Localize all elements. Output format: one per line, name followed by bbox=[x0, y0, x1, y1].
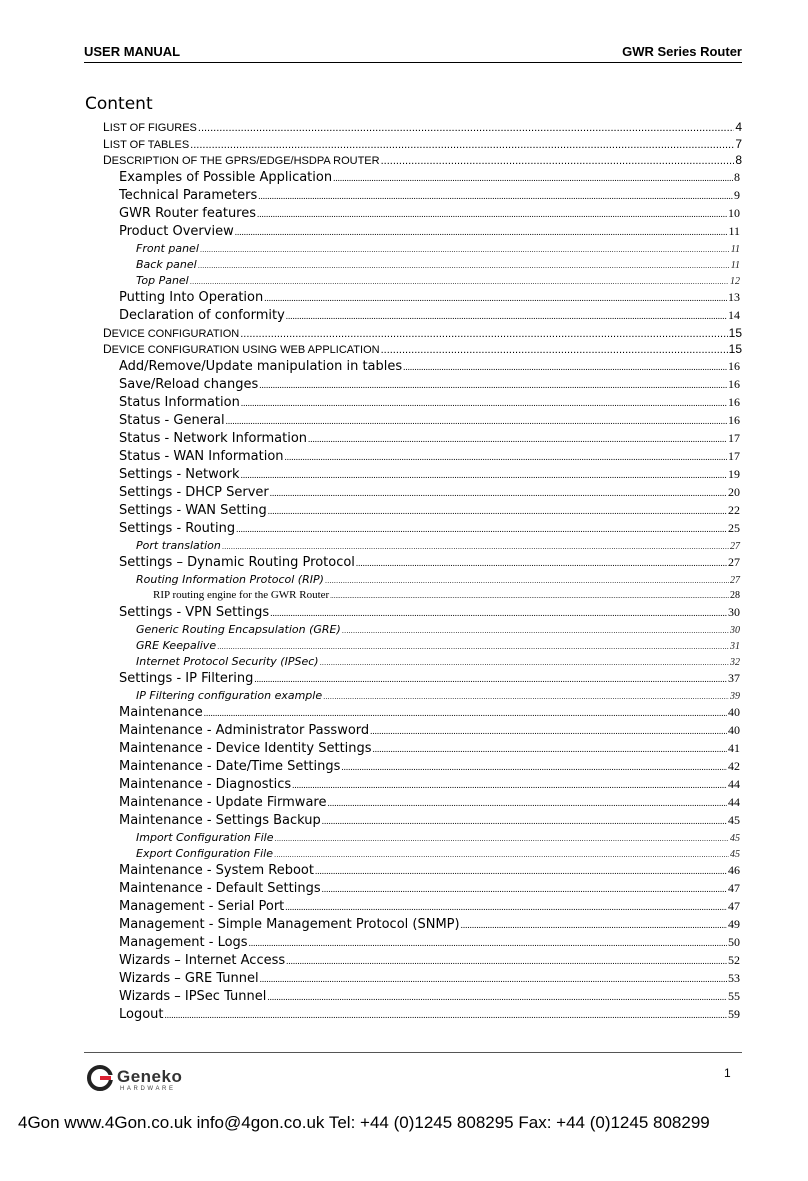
toc-dot-leader bbox=[285, 452, 727, 462]
toc-entry[interactable] bbox=[119, 971, 740, 986]
toc-entry[interactable] bbox=[119, 485, 740, 500]
toc-entry[interactable] bbox=[119, 863, 740, 878]
toc-entry[interactable] bbox=[119, 671, 740, 686]
toc-dot-leader bbox=[381, 344, 728, 356]
toc-entry-title: DEVICE CONFIGURATION bbox=[103, 325, 240, 340]
toc-dot-leader bbox=[270, 488, 727, 498]
toc-entry[interactable] bbox=[119, 723, 740, 738]
toc-dot-leader bbox=[341, 762, 727, 772]
toc-entry-page: 40 bbox=[728, 722, 740, 737]
toc-entry-title: Port translation bbox=[136, 538, 221, 552]
toc-entry-title: Back panel bbox=[136, 257, 197, 271]
toc-entry-page: 17 bbox=[728, 448, 740, 463]
toc-entry[interactable] bbox=[119, 705, 740, 720]
toc-entry-title: Save/Reload changes bbox=[119, 376, 259, 392]
toc-entry[interactable] bbox=[119, 555, 740, 570]
toc-dot-leader bbox=[274, 835, 729, 843]
toc-entry-title: Status - General bbox=[119, 412, 225, 428]
toc-entry[interactable] bbox=[136, 847, 740, 860]
toc-entry-page: 16 bbox=[728, 376, 740, 391]
toc-entry-title: Declaration of conformity bbox=[119, 307, 285, 323]
toc-entry-title: LIST OF FIGURES bbox=[103, 120, 197, 134]
toc-dot-leader bbox=[315, 866, 727, 876]
toc-entry-page: 59 bbox=[728, 1006, 740, 1021]
toc-entry-page: 44 bbox=[728, 776, 740, 791]
toc-entry[interactable] bbox=[119, 795, 740, 810]
toc-entry[interactable] bbox=[119, 224, 740, 239]
toc-entry-title: Maintenance - Settings Backup bbox=[119, 812, 321, 828]
toc-entry-page: 11 bbox=[730, 243, 740, 255]
toc-dot-leader bbox=[323, 693, 729, 701]
toc-dot-leader bbox=[235, 227, 728, 237]
toc-entry-page: 8 bbox=[735, 153, 742, 167]
geneko-logo-icon bbox=[86, 1064, 116, 1094]
toc-entry[interactable] bbox=[119, 503, 740, 518]
toc-entry-page: 22 bbox=[728, 502, 740, 517]
toc-entry-page: 46 bbox=[728, 862, 740, 877]
toc-entry-title: GWR Router features bbox=[119, 205, 257, 221]
contact-line: 4Gon www.4Gon.co.uk info@4gon.co.uk Tel: +44 (0)1245 808295 Fax: +44 (0)1245 808299 bbox=[18, 1113, 710, 1132]
toc-dot-leader bbox=[461, 920, 727, 930]
toc-entry-title: Settings – Dynamic Routing Protocol bbox=[119, 554, 355, 570]
toc-entry-page: 25 bbox=[728, 520, 740, 535]
toc-entry-title: Maintenance - Device Identity Settings bbox=[119, 740, 372, 756]
header-right-text: GWR Series Router bbox=[622, 44, 742, 59]
toc-entry-page: 19 bbox=[728, 466, 740, 481]
toc-dot-leader bbox=[236, 524, 727, 534]
toc-entry-page: 11 bbox=[728, 223, 740, 238]
toc-dot-leader bbox=[226, 416, 727, 426]
toc-dot-leader bbox=[322, 816, 727, 826]
toc-dot-leader bbox=[241, 470, 727, 480]
toc-entry[interactable] bbox=[136, 689, 740, 702]
toc-entry-page: 45 bbox=[728, 812, 740, 827]
toc-dot-leader bbox=[285, 902, 727, 912]
toc-entry[interactable] bbox=[119, 359, 740, 374]
toc-entry-page: 15 bbox=[728, 325, 742, 340]
header-left-text: USER MANUAL bbox=[84, 44, 181, 59]
toc-dot-leader bbox=[370, 726, 727, 736]
toc-entry-title: Logout bbox=[119, 1006, 164, 1022]
toc-entry-title: Maintenance - Update Firmware bbox=[119, 794, 327, 810]
toc-entry-title: Wizards – GRE Tunnel bbox=[119, 970, 259, 986]
toc-entry-title: Wizards – IPSec Tunnel bbox=[119, 988, 267, 1004]
toc-entry-title: DESCRIPTION OF THE GPRS/EDGE/HSDPA ROUTER bbox=[103, 153, 380, 167]
toc-entry[interactable] bbox=[103, 342, 742, 356]
toc-entry-page: 31 bbox=[730, 640, 740, 652]
toc-entry[interactable] bbox=[119, 899, 740, 914]
toc-entry[interactable] bbox=[119, 431, 740, 446]
toc-entry-title: IP Filtering configuration example bbox=[136, 688, 323, 702]
toc-entry-page: 16 bbox=[728, 358, 740, 373]
toc-entry-title: Management - Logs bbox=[119, 934, 248, 950]
toc-entry-page: 16 bbox=[728, 394, 740, 409]
toc-entry-page: 16 bbox=[728, 412, 740, 427]
toc-entry-page: 30 bbox=[730, 624, 740, 636]
toc-entry-page: 44 bbox=[728, 794, 740, 809]
toc-entry[interactable] bbox=[119, 741, 740, 756]
toc-entry[interactable] bbox=[119, 395, 740, 410]
toc-entry-title: Export Configuration File bbox=[136, 846, 273, 860]
toc-entry-page: 30 bbox=[728, 604, 740, 619]
toc-entry-page: 47 bbox=[728, 898, 740, 913]
toc-dot-leader bbox=[259, 380, 727, 390]
toc-entry[interactable] bbox=[103, 137, 742, 151]
toc-entry[interactable] bbox=[136, 242, 740, 255]
toc-entry-page: 20 bbox=[728, 484, 740, 499]
toc-dot-leader bbox=[200, 246, 730, 254]
toc-dot-leader bbox=[190, 278, 729, 286]
toc-entry-page: 53 bbox=[728, 970, 740, 985]
toc-dot-leader bbox=[373, 744, 727, 754]
page-title: Content bbox=[85, 94, 153, 114]
toc-entry-page: 4 bbox=[735, 120, 742, 134]
toc-entry-title: Routing Information Protocol (RIP) bbox=[136, 572, 324, 586]
toc-dot-leader bbox=[327, 798, 727, 808]
toc-dot-leader bbox=[222, 543, 729, 551]
toc-entry[interactable] bbox=[119, 989, 740, 1004]
toc-dot-leader bbox=[342, 627, 729, 635]
toc-entry[interactable] bbox=[136, 258, 740, 271]
toc-entry-page: 28 bbox=[730, 589, 740, 601]
toc-dot-leader bbox=[190, 139, 734, 151]
toc-dot-leader bbox=[258, 191, 733, 201]
toc-entry-page: 55 bbox=[728, 988, 740, 1003]
toc-dot-leader bbox=[274, 851, 729, 859]
toc-entry-title: Maintenance - Default Settings bbox=[119, 880, 321, 896]
toc-entry-title: Maintenance - System Reboot bbox=[119, 862, 314, 878]
toc-entry-title: Wizards – Internet Access bbox=[119, 952, 286, 968]
geneko-logo bbox=[86, 1064, 196, 1096]
toc-entry[interactable] bbox=[119, 290, 740, 305]
toc-entry[interactable] bbox=[119, 813, 740, 828]
toc-entry[interactable] bbox=[119, 935, 740, 950]
toc-dot-leader bbox=[325, 577, 729, 585]
toc-dot-leader bbox=[217, 643, 729, 651]
toc-entry-title: Settings - VPN Settings bbox=[119, 604, 270, 620]
toc-entry[interactable] bbox=[103, 153, 742, 167]
toc-dot-leader bbox=[403, 362, 727, 372]
toc-entry-page: 45 bbox=[730, 848, 740, 860]
toc-entry[interactable] bbox=[119, 449, 740, 464]
toc-entry-title: Settings - DHCP Server bbox=[119, 484, 269, 500]
toc-entry-title: Internet Protocol Security (IPSec) bbox=[136, 654, 319, 668]
toc-entry[interactable] bbox=[136, 639, 740, 652]
toc-entry-title: Putting Into Operation bbox=[119, 289, 264, 305]
toc-dot-leader bbox=[270, 608, 727, 618]
toc-dot-leader bbox=[330, 592, 729, 600]
toc-dot-leader bbox=[198, 122, 734, 134]
toc-entry[interactable] bbox=[119, 467, 740, 482]
toc-entry[interactable] bbox=[103, 120, 742, 134]
toc-entry-title: Settings - IP Filtering bbox=[119, 670, 254, 686]
toc-dot-leader bbox=[356, 558, 727, 568]
toc-entry[interactable] bbox=[119, 605, 740, 620]
toc-dot-leader bbox=[292, 780, 727, 790]
toc-entry-title: Technical Parameters bbox=[119, 187, 258, 203]
toc-entry-page: 14 bbox=[728, 307, 740, 322]
toc-entry-title: Status - WAN Information bbox=[119, 448, 284, 464]
toc-dot-leader bbox=[381, 155, 735, 167]
toc-entry-page: 41 bbox=[728, 740, 740, 755]
toc-entry-page: 17 bbox=[728, 430, 740, 445]
toc-entry-title: Front panel bbox=[136, 241, 199, 255]
toc-entry-title: DEVICE CONFIGURATION USING WEB APPLICATION bbox=[103, 342, 380, 356]
toc-entry-page: 37 bbox=[728, 670, 740, 685]
toc-entry[interactable] bbox=[103, 326, 742, 340]
toc-entry-title: LIST OF TABLES bbox=[103, 136, 190, 151]
toc-entry-page: 52 bbox=[728, 952, 740, 967]
toc-dot-leader bbox=[204, 708, 727, 718]
toc-entry-page: 49 bbox=[728, 916, 740, 931]
toc-entry-title: Status - Network Information bbox=[119, 430, 308, 446]
header-divider bbox=[84, 62, 742, 63]
footer-divider bbox=[84, 1052, 742, 1053]
toc-entry-page: 8 bbox=[734, 169, 740, 184]
logo-subtitle: HARDWARE bbox=[120, 1086, 176, 1092]
toc-entry[interactable] bbox=[119, 170, 740, 185]
toc-dot-leader bbox=[249, 938, 727, 948]
toc-entry-title: Product Overview bbox=[119, 223, 234, 239]
toc-entry-page: 11 bbox=[730, 259, 740, 271]
toc-entry[interactable] bbox=[119, 188, 740, 203]
toc-entry-page: 40 bbox=[728, 704, 740, 719]
toc-entry-title: GRE Keepalive bbox=[136, 638, 217, 652]
toc-entry[interactable] bbox=[119, 759, 740, 774]
toc-entry-page: 45 bbox=[730, 832, 740, 844]
toc-entry-title: Maintenance bbox=[119, 704, 203, 720]
toc-entry-page: 27 bbox=[728, 554, 740, 569]
toc-dot-leader bbox=[240, 328, 727, 340]
toc-dot-leader bbox=[260, 974, 727, 984]
toc-entry-page: 15 bbox=[728, 342, 742, 356]
toc-entry[interactable] bbox=[136, 623, 740, 636]
toc-entry-title: Settings - WAN Setting bbox=[119, 502, 267, 518]
toc-dot-leader bbox=[267, 992, 727, 1002]
toc-dot-leader bbox=[268, 506, 727, 516]
toc-dot-leader bbox=[241, 398, 727, 408]
toc-dot-leader bbox=[320, 659, 729, 667]
toc-entry-page: 27 bbox=[730, 574, 740, 586]
toc-entry[interactable] bbox=[119, 521, 740, 536]
toc-entry-page: 47 bbox=[728, 880, 740, 895]
toc-dot-leader bbox=[257, 209, 727, 219]
toc-entry[interactable] bbox=[136, 831, 740, 844]
toc-dot-leader bbox=[264, 293, 727, 303]
toc-entry-title: Examples of Possible Application bbox=[119, 169, 333, 185]
toc-entry-page: 10 bbox=[728, 205, 740, 220]
toc-entry-title: Maintenance - Administrator Password bbox=[119, 722, 370, 738]
toc-entry-page: 42 bbox=[728, 758, 740, 773]
toc-entry-title: Top Panel bbox=[136, 273, 189, 287]
toc-dot-leader bbox=[286, 311, 727, 321]
toc-entry[interactable] bbox=[119, 377, 740, 392]
toc-entry[interactable] bbox=[136, 573, 740, 586]
toc-entry[interactable] bbox=[119, 206, 740, 221]
toc-entry[interactable] bbox=[136, 274, 740, 287]
toc-entry-title: RIP routing engine for the GWR Router bbox=[153, 588, 330, 601]
toc-entry[interactable] bbox=[119, 917, 740, 932]
toc-entry-page: 27 bbox=[730, 540, 740, 552]
toc-entry-page: 13 bbox=[728, 289, 740, 304]
toc-entry-title: Management - Serial Port bbox=[119, 898, 285, 914]
toc-dot-leader bbox=[333, 173, 733, 183]
toc-entry[interactable] bbox=[119, 413, 740, 428]
logo-name: Geneko bbox=[117, 1067, 183, 1086]
toc-entry-title: Settings - Routing bbox=[119, 520, 236, 536]
toc-entry-page: 12 bbox=[730, 275, 740, 287]
toc-entry-title: Management - Simple Management Protocol (SNMP) bbox=[119, 916, 460, 932]
toc-entry[interactable] bbox=[119, 777, 740, 792]
page-header bbox=[84, 44, 742, 62]
toc-entry[interactable] bbox=[153, 589, 740, 601]
toc-dot-leader bbox=[254, 674, 727, 684]
toc-entry-title: Status Information bbox=[119, 394, 240, 410]
toc-entry[interactable] bbox=[119, 881, 740, 896]
toc-entry[interactable] bbox=[119, 308, 740, 323]
toc-entry-title: Add/Remove/Update manipulation in tables bbox=[119, 358, 403, 374]
toc-dot-leader bbox=[198, 262, 730, 270]
toc-entry-title: Maintenance - Date/Time Settings bbox=[119, 758, 341, 774]
toc-entry-page: 7 bbox=[735, 136, 742, 151]
page-number: 1 bbox=[724, 1066, 731, 1080]
toc-entry-title: Maintenance - Diagnostics bbox=[119, 776, 292, 792]
toc-entry[interactable] bbox=[119, 953, 740, 968]
toc-entry-page: 32 bbox=[730, 656, 740, 668]
toc-entry-title: Import Configuration File bbox=[136, 830, 274, 844]
toc-entry-title: Generic Routing Encapsulation (GRE) bbox=[136, 622, 341, 636]
toc-entry[interactable] bbox=[136, 539, 740, 552]
toc-dot-leader bbox=[286, 956, 727, 966]
toc-entry[interactable] bbox=[136, 655, 740, 668]
toc-entry[interactable] bbox=[119, 1007, 740, 1022]
toc-dot-leader bbox=[165, 1010, 727, 1020]
toc-dot-leader bbox=[322, 884, 727, 894]
toc-entry-page: 9 bbox=[734, 187, 740, 202]
toc-entry-page: 39 bbox=[730, 690, 740, 702]
toc-entry-title: Settings - Network bbox=[119, 466, 240, 482]
toc-entry-page: 50 bbox=[728, 934, 740, 949]
toc-dot-leader bbox=[308, 434, 727, 444]
